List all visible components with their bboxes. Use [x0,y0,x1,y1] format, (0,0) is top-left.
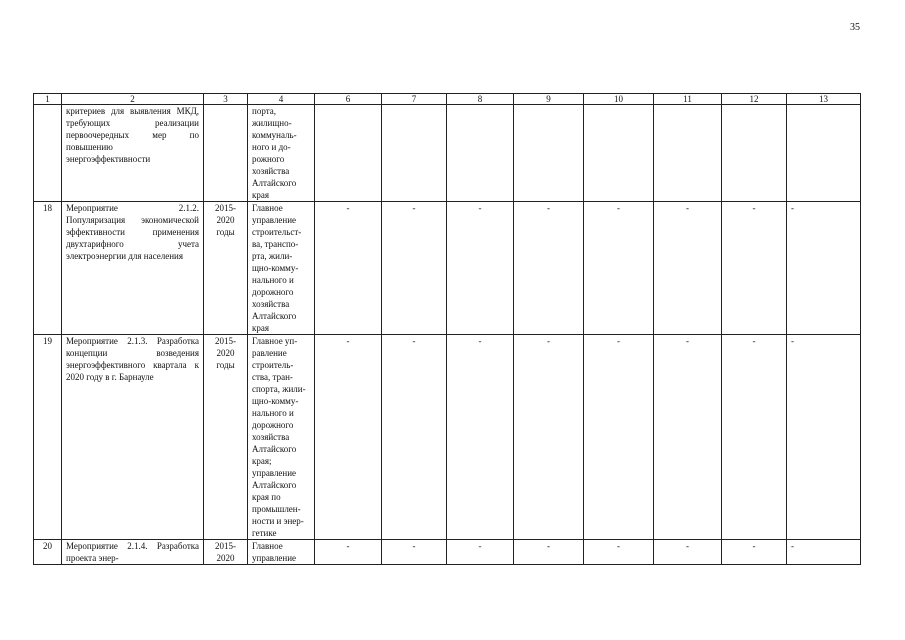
column-header: 10 [584,94,654,105]
executor-cell [248,335,315,540]
column-header: 13 [787,94,861,105]
table-row [34,105,861,202]
value-cell: - [584,202,654,335]
value-cell: - [514,540,584,565]
column-header: 3 [204,94,248,105]
row-number [34,105,62,202]
value-cell: - [315,540,382,565]
value-cell [514,105,584,202]
period-cell [204,335,248,540]
executor-text: Главное управление строительст- ва, транспо- рта, жили- щно-комму- нального и дорожного хозяйства Алтайского края [252,203,302,333]
value-cell: - [787,540,861,565]
row-number: 18 [34,202,62,335]
executor-text: порта, жилищно- коммуналь- ного и до- рожного хозяйства Алтайского края [252,106,297,200]
value-cell [315,105,382,202]
value-cell: - [514,202,584,335]
row-number: 19 [34,335,62,540]
value-cell: - [654,202,722,335]
value-cell [447,105,514,202]
period-text: 2015- 2020 годы [215,203,236,237]
value-cell: - [722,540,787,565]
period-cell [204,105,248,202]
value-cell: - [315,335,382,540]
period-cell [204,540,248,565]
value-cell: - [382,540,447,565]
executor-cell [248,202,315,335]
column-header: 4 [248,94,315,105]
value-cell: - [382,202,447,335]
value-cell: - [584,540,654,565]
value-cell [654,105,722,202]
column-header: 2 [62,94,204,105]
row-number: 20 [34,540,62,565]
executor-text: Главное управление [252,541,297,563]
measure-description: критериев для выявления МКД, требующих реализации первоочередных мер по повышению энергоэффективности [62,105,204,202]
value-cell: - [654,335,722,540]
executor-text: Главное уп- равление строитель- ства, тран- спорта, жили- щно-комму- нального и дорожного хозяйства Алтайского края; управление Алтайского края по промышлен- ности и энер- гетике [252,336,306,538]
value-cell: - [514,335,584,540]
executor-cell [248,105,315,202]
measures-table [33,93,861,565]
value-cell: - [722,202,787,335]
column-header: 8 [447,94,514,105]
measure-description: Мероприятие 2.1.4. Разработка проекта энер- [62,540,204,565]
column-header: 6 [315,94,382,105]
period-cell [204,202,248,335]
value-cell: - [584,335,654,540]
value-cell: - [722,335,787,540]
period-text: 2015- 2020 [215,541,236,563]
table-row [34,335,861,540]
value-cell: - [787,202,861,335]
column-header: 1 [34,94,62,105]
value-cell: - [447,202,514,335]
column-header: 7 [382,94,447,105]
measure-description: Мероприятие 2.1.2. Популяризация экономической эффективности применения двухтарифного учета электроэнергии для населения [62,202,204,335]
table-row [34,202,861,335]
measure-description: Мероприятие 2.1.3. Разработка концепции возведения энергоэффективного квартала к 2020 году в г. Барнауле [62,335,204,540]
page-number: 35 [850,22,860,33]
executor-cell [248,540,315,565]
value-cell [382,105,447,202]
table-row [34,540,861,565]
header-row [34,94,861,105]
column-header: 9 [514,94,584,105]
value-cell: - [315,202,382,335]
value-cell: - [447,540,514,565]
column-header: 11 [654,94,722,105]
value-cell: - [382,335,447,540]
value-cell: - [787,335,861,540]
value-cell [722,105,787,202]
value-cell: - [447,335,514,540]
period-text: 2015- 2020 годы [215,336,236,370]
value-cell [787,105,861,202]
column-header: 12 [722,94,787,105]
value-cell: - [654,540,722,565]
value-cell [584,105,654,202]
